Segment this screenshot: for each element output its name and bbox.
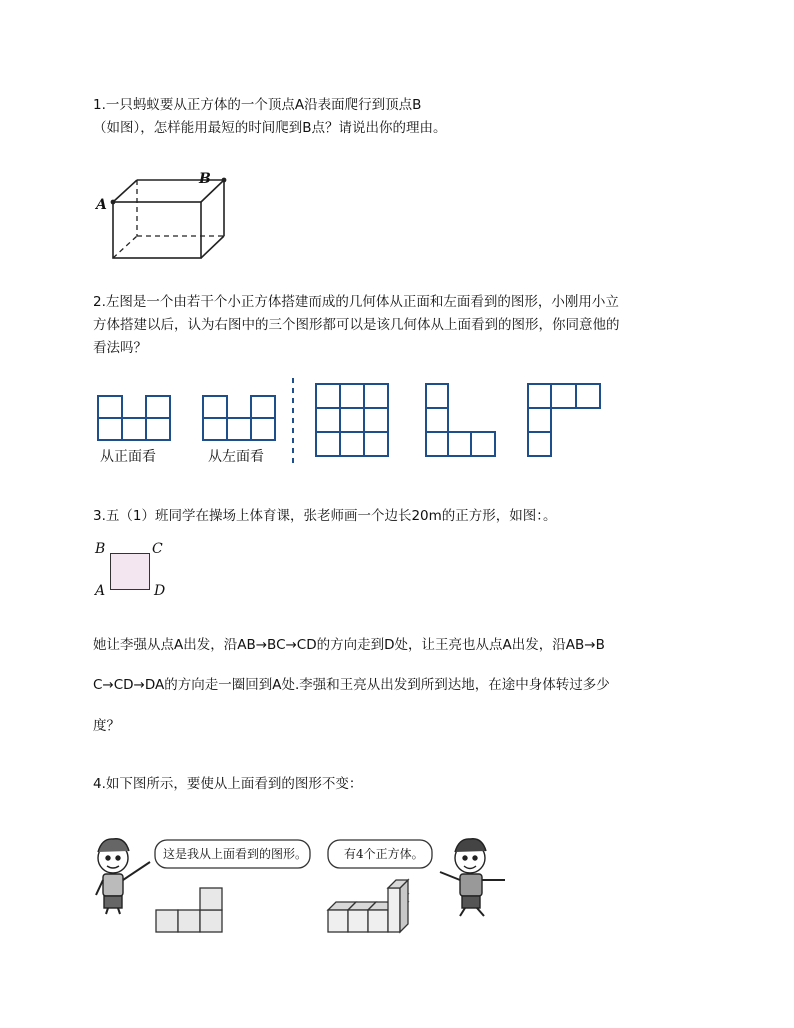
cube-stack xyxy=(328,880,408,932)
q2-text-line2: 方体搭建以后，认为右图中的三个图形都可以是该几何体从上面看到的图形，你同意他的 xyxy=(93,317,620,333)
vertex-b-label: B xyxy=(199,171,211,187)
left-bubble-text: 这是我从上面看到的图形。 xyxy=(163,847,308,861)
square-label-d: D xyxy=(154,583,166,599)
left-view-label: 从左面看 xyxy=(208,449,264,465)
right-boy-figure xyxy=(440,839,505,916)
q3-paragraph-line1: 她让李强从点A出发，沿AB→BC→CD的方向走到D处，让王亮也从点A出发，沿AB→B xyxy=(93,637,605,653)
vertex-a-label: A xyxy=(96,197,107,213)
square-label-a: A xyxy=(95,583,106,599)
q3-paragraph-line3: 度？ xyxy=(93,718,120,734)
q1-text-line1: 1.一只蚂蚁要从正方体的一个顶点A沿表面爬行到顶点B xyxy=(93,97,422,113)
q2-text-line3: 看法吗？ xyxy=(93,340,147,356)
q2-text-line1: 2.左图是一个由若干个小正方体搭建而成的几何体从正面和左面看到的图形，小刚用小立 xyxy=(93,294,619,310)
q1-text-line2: （如图），怎样能用最短的时间爬到B点？请说出你的理由。 xyxy=(93,120,447,136)
q3-text-line1: 3.五（1）班同学在操场上体育课，张老师画一个边长20m的正方形，如图：。 xyxy=(93,508,557,524)
square-label-b: B xyxy=(95,541,106,557)
q3-paragraph-line2: C→CD→DA的方向走一圈回到A处.李强和王亮从出发到所到达地，在途中身体转过多少 xyxy=(93,677,610,693)
front-view-label: 从正面看 xyxy=(100,449,156,465)
right-bubble-text: 有4个正方体。 xyxy=(344,847,424,861)
square-label-c: C xyxy=(152,541,163,557)
q4-text-line1: 4.如下图所示，要使从上面看到的图形不变： xyxy=(93,776,363,792)
left-boy-figure xyxy=(96,839,150,914)
top-view-squares xyxy=(156,888,222,932)
